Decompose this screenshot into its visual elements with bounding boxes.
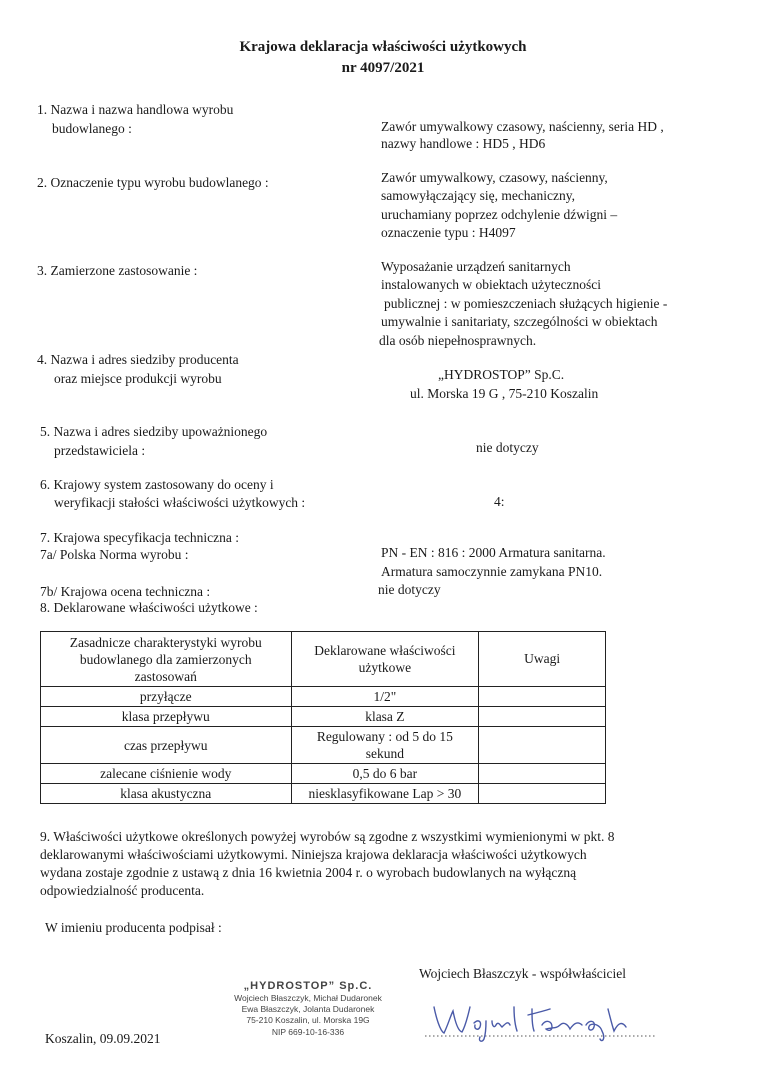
item6-value: 4: xyxy=(494,494,505,509)
row-value: 0,5 do 6 bar xyxy=(291,764,479,784)
item3-value-5: dla osób niepełnosprawnych. xyxy=(379,333,537,348)
item5-value: nie dotyczy xyxy=(476,440,539,455)
item7-label: 7. Krajowa specyfikacja techniczna : xyxy=(40,530,240,545)
item5-label-cont: przedstawiciela : xyxy=(54,443,146,458)
row-characteristic: zalecane ciśnienie wody xyxy=(41,764,292,784)
item1-label-cont: budowlanego : xyxy=(52,121,132,136)
item2-value-4: oznaczenie typu : H4097 xyxy=(381,225,516,240)
signed-on-behalf-label: W imieniu producenta podpisał : xyxy=(45,920,222,935)
row-note xyxy=(479,764,606,784)
item2-value-3: uruchamiany poprzez odchylenie dźwigni – xyxy=(381,207,618,222)
table-row xyxy=(41,764,606,784)
table-row xyxy=(41,727,606,764)
item7a-value-2: Armatura samoczynnie zamykana PN10. xyxy=(381,564,603,579)
table-header-row xyxy=(41,632,606,687)
item3-value-2: instalowanych w obiektach użyteczności xyxy=(381,277,602,292)
table-row xyxy=(41,707,606,727)
item9-line-3: wydana zostaje zgodnie z ustawą z dnia 16 kwietnia 2004 r. o wyrobach budowlanych na wyłączną xyxy=(40,865,577,880)
producer-address: ul. Morska 19 G , 75-210 Koszalin xyxy=(410,386,599,401)
item3-label: 3. Zamierzone zastosowanie : xyxy=(37,263,198,278)
item7a-value-1: PN - EN : 816 : 2000 Armatura sanitarna. xyxy=(381,545,606,560)
document-title: Krajowa deklaracja właściwości użytkowych xyxy=(239,39,527,55)
item3-value-3: publicznej : w pomieszczeniach służących higienie - xyxy=(384,296,668,311)
row-characteristic: przyłącze xyxy=(41,687,292,707)
item2-value-2: samowyłączający się, mechaniczny, xyxy=(381,188,576,203)
item7b-label: 7b/ Krajowa ocena techniczna : xyxy=(40,584,211,599)
row-note xyxy=(479,687,606,707)
handwritten-signature xyxy=(420,995,665,1045)
row-note xyxy=(479,784,606,804)
place-date: Koszalin, 09.09.2021 xyxy=(45,1031,161,1046)
signer-name: Wojciech Błaszczyk - współwłaściciel xyxy=(419,966,626,981)
row-value: niesklasyfikowane Lap > 30 xyxy=(291,784,479,804)
producer-name: „HYDROSTOP” Sp.C. xyxy=(438,367,565,382)
column-header-notes: Uwagi xyxy=(479,632,606,687)
document-number: nr 4097/2021 xyxy=(341,60,425,76)
item9-line-1: 9. Właściwości użytkowe określonych powyżej wyrobów są zgodne z wszystkimi wymienionymi w pkt. 8 xyxy=(40,829,615,844)
item8-label: 8. Deklarowane właściwości użytkowe : xyxy=(40,600,258,615)
row-value: Regulowany : od 5 do 15 sekund xyxy=(291,727,479,764)
row-note xyxy=(479,707,606,727)
item9-line-2: deklarowanymi właściwościami użytkowymi. Niniejsza krajowa deklaracja właściwości użytkowych xyxy=(40,847,587,862)
row-value: klasa Z xyxy=(291,707,479,727)
item7a-label: 7a/ Polska Norma wyrobu : xyxy=(40,547,189,562)
item6-label: 6. Krajowy system zastosowany do oceny i xyxy=(40,477,274,492)
row-characteristic: czas przepływu xyxy=(41,727,292,764)
column-header-declared: Deklarowane właściwości użytkowe xyxy=(291,632,479,687)
row-value: 1/2" xyxy=(291,687,479,707)
item4-label-cont: oraz miejsce produkcji wyrobu xyxy=(54,371,222,386)
item2-value-1: Zawór umywalkowy, czasowy, naścienny, xyxy=(381,170,608,185)
item1-label: 1. Nazwa i nazwa handlowa wyrobu xyxy=(37,102,234,117)
item2-label: 2. Oznaczenie typu wyrobu budowlanego : xyxy=(37,175,269,190)
table-row xyxy=(41,784,606,804)
table-row xyxy=(41,687,606,707)
column-header-characteristics: Zasadnicze charakterystyki wyrobu budowlanego dla zamierzonych zastosowań xyxy=(41,632,292,687)
declared-properties-table xyxy=(40,631,606,804)
item7b-value: nie dotyczy xyxy=(378,582,441,597)
item6-label-cont: weryfikacji stałości właściwości użytkowych : xyxy=(54,495,306,510)
item1-value-cont: nazwy handlowe : HD5 , HD6 xyxy=(381,136,546,151)
item3-value-1: Wyposażanie urządzeń sanitarnych xyxy=(381,259,571,274)
item3-value-4: umywalnie i sanitariaty, szczególności w obiektach xyxy=(381,314,658,329)
item4-label: 4. Nazwa i adres siedziby producenta xyxy=(37,352,239,367)
item9-line-4: odpowiedzialność producenta. xyxy=(40,883,205,898)
row-characteristic: klasa przepływu xyxy=(41,707,292,727)
item5-label: 5. Nazwa i adres siedziby upoważnionego xyxy=(40,424,268,439)
row-note xyxy=(479,727,606,764)
company-stamp: „HYDROSTOP” Sp.C. Wojciech Błaszczyk, Michał Dudaronek Ewa Błaszczyk, Jolanta Dudaronek 75-210 Koszalin, ul. Morska 19G NIP 669-10-16-336 xyxy=(234,980,382,1037)
item1-value: Zawór umywalkowy czasowy, naścienny, seria HD , xyxy=(381,119,664,134)
row-characteristic: klasa akustyczna xyxy=(41,784,292,804)
